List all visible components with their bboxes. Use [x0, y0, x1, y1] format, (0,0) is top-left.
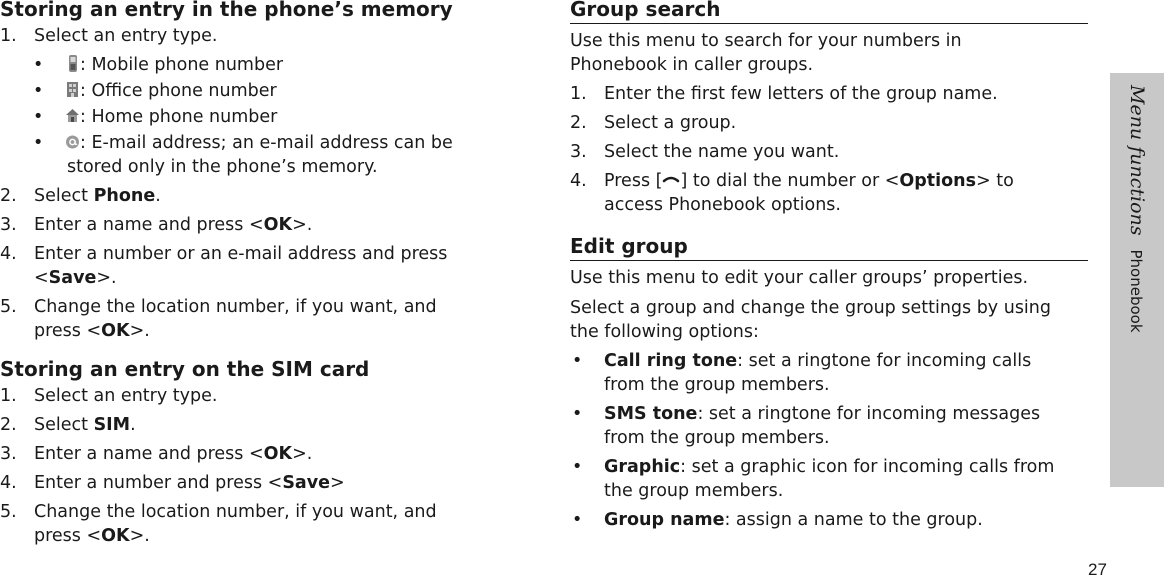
phone-memory-steps [0, 24, 515, 48]
section-heading-group-search: Group search [570, 0, 1088, 24]
mobile-phone-icon [65, 54, 80, 73]
sim-card-steps [0, 384, 515, 548]
list-item: 5. Change the location number, if you want, and press <OK>. [0, 502, 437, 546]
email-icon [65, 132, 80, 151]
chapter-title: Menu functions [1126, 85, 1148, 236]
list-item: 1. Select an entry type. [0, 386, 218, 406]
list-item: 1. Enter the first few letters of the group name. [570, 84, 998, 104]
page-number: 27 [1088, 560, 1107, 579]
home-phone-icon [65, 106, 80, 125]
list-item: • : Office phone number [33, 81, 277, 101]
section-name: Phonebook [1127, 249, 1145, 333]
list-item: 3. Enter a name and press <OK>. [0, 444, 313, 464]
side-tab-label [1126, 85, 1148, 333]
list-item: 4. Enter a number or an e-mail address and press <Save>. [0, 244, 448, 288]
right-column [570, 0, 1088, 532]
list-item: • Group name: assign a name to the group. [572, 510, 983, 530]
list-item: • SMS tone: set a ringtone for incoming messages from the group members. [572, 404, 1041, 448]
list-item: 3. Enter a name and press <OK>. [0, 215, 313, 235]
section-heading-phone-memory: Storing an entry in the phone’s memory [0, 0, 453, 21]
list-item: 5. Change the location number, if you want, and press <OK>. [0, 297, 437, 341]
edit-group-instructions: Select a group and change the group settings by using the following options: [570, 298, 1051, 342]
list-item: • : Home phone number [33, 107, 278, 127]
edit-group-options [570, 349, 1088, 532]
left-column [0, 0, 515, 548]
list-item: 3. Select the name you want. [570, 142, 840, 162]
entry-type-list [0, 53, 515, 179]
list-item: 4. Press [ ] to dial the number or <Options> to access Phonebook options. [570, 171, 1014, 215]
list-item: 1. Select an entry type. [0, 26, 218, 46]
section-heading-sim-card: Storing an entry on the SIM card [0, 357, 370, 381]
group-search-steps [570, 82, 1088, 217]
list-item: 4. Enter a number and press <Save> [0, 473, 345, 493]
dial-key-icon [662, 173, 680, 187]
office-phone-icon [65, 80, 80, 99]
list-item: • Call ring tone: set a ringtone for incoming calls from the group members. [572, 351, 1032, 395]
list-item: • : Mobile phone number [33, 55, 284, 75]
chapter-side-tab [1110, 73, 1164, 487]
list-item: 2. Select a group. [570, 113, 737, 133]
list-item: 2. Select SIM. [0, 415, 136, 435]
section-heading-edit-group: Edit group [570, 234, 1088, 261]
group-search-intro: Use this menu to search for your numbers in Phonebook in caller groups. [570, 31, 962, 75]
phone-memory-steps-continued [0, 184, 515, 343]
list-item: • : E-mail address; an e-mail address can be stored only in the phone’s memory. [33, 133, 453, 177]
list-item: 2. Select Phone. [0, 186, 161, 206]
edit-group-intro: Use this menu to edit your caller groups’ properties. [570, 268, 1029, 288]
list-item: • Graphic: set a graphic icon for incoming calls from the group members. [572, 457, 1055, 501]
